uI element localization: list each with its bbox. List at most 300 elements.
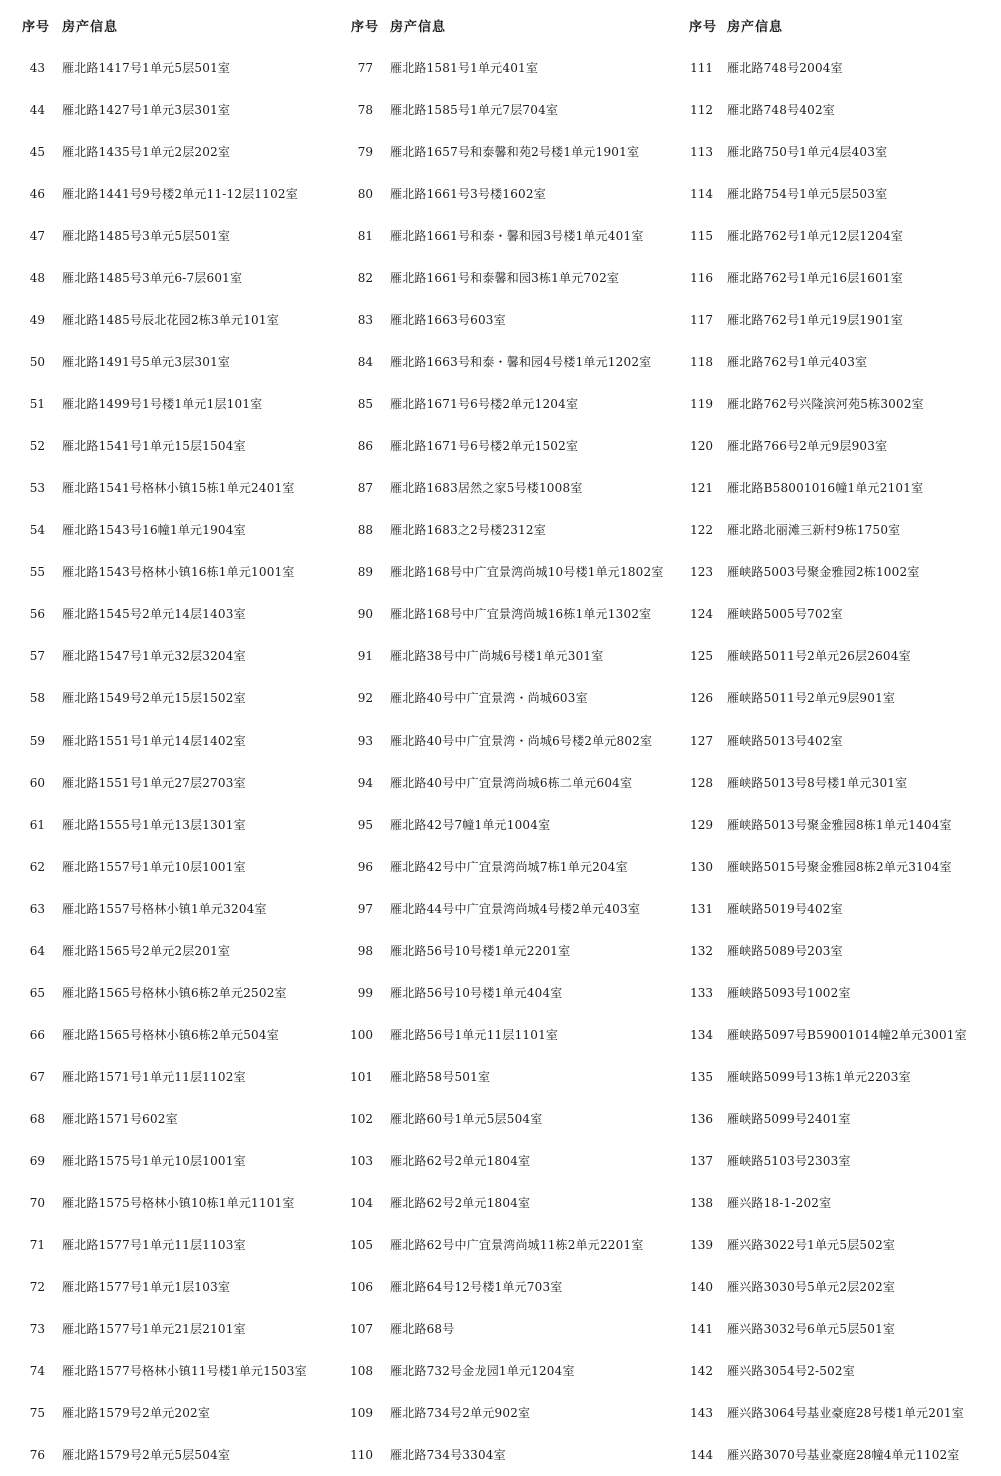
row-number: 52: [29, 439, 45, 454]
property-info: 雁北路40号中广宜景湾・尚城6号楼2单元802室: [390, 733, 653, 748]
row-number: 46: [29, 187, 45, 202]
table-body: [0, 47, 340, 1476]
row-number: 126: [690, 691, 713, 706]
row-number: 94: [357, 775, 373, 790]
property-info: 雁峡路5019号402室: [727, 901, 843, 916]
property-info: 雁北路1657号和泰馨和苑2号楼1单元1901室: [390, 145, 640, 160]
row-number: 65: [29, 985, 45, 1000]
table-row: [680, 383, 1001, 425]
table-row: [0, 341, 340, 383]
row-number: 128: [690, 775, 713, 790]
property-info: 雁峡路5089号203室: [727, 943, 843, 958]
property-info: 雁北路1577号格林小镇11号楼1单元1503室: [62, 1363, 307, 1378]
row-number: 119: [690, 397, 713, 412]
property-info: 雁北路1581号1单元401室: [390, 61, 539, 75]
table-row: [0, 1014, 340, 1056]
row-number: 93: [357, 733, 373, 748]
row-number: 115: [690, 229, 713, 244]
table-body: [340, 47, 680, 1476]
property-info: 雁北路1499号1号楼1单元1层101室: [62, 397, 263, 412]
property-info: 雁峡路5015号聚金雅园8栋2单元3104室: [727, 859, 952, 874]
row-number: 136: [690, 1111, 713, 1126]
table-row: [0, 804, 340, 846]
row-number: 71: [29, 1237, 45, 1252]
row-number: 130: [690, 859, 713, 874]
row-number: 64: [29, 943, 45, 958]
row-number: 75: [29, 1406, 45, 1420]
property-info: 雁兴路18-1-202室: [727, 1195, 832, 1210]
row-number: 78: [357, 103, 373, 118]
property-info: 雁北路168号中广宜景湾尚城16栋1单元1302室: [390, 607, 652, 622]
property-info: 雁北路1585号1单元7层704室: [390, 103, 559, 118]
property-info: 雁北路64号12号楼1单元703室: [390, 1279, 563, 1294]
row-number: 122: [690, 523, 713, 538]
table-row: [0, 1266, 340, 1308]
table-row: [340, 762, 680, 804]
row-number: 118: [690, 355, 713, 370]
row-number: 56: [29, 607, 45, 622]
table-row: [680, 1308, 1001, 1350]
property-info: 雁北路1577号1单元21层2101室: [62, 1321, 246, 1336]
row-number: 74: [29, 1363, 45, 1378]
row-number: 121: [690, 481, 713, 496]
table-row: [340, 551, 680, 593]
row-number: 108: [350, 1363, 373, 1378]
row-number: 66: [29, 1027, 45, 1042]
property-info: 雁北路762号1单元12层1204室: [727, 229, 903, 244]
table-row: [340, 1224, 680, 1266]
row-number: 114: [690, 187, 713, 202]
table-row: [340, 173, 680, 215]
row-number: 106: [350, 1279, 373, 1294]
table-row: [0, 846, 340, 888]
table-row: [0, 972, 340, 1014]
row-number: 132: [690, 943, 713, 958]
table-row: [340, 1308, 680, 1350]
table-row: [680, 47, 1001, 89]
property-info: 雁北路1661号和泰馨和园3栋1单元702室: [390, 271, 620, 286]
table-row: [340, 846, 680, 888]
table-row: [680, 804, 1001, 846]
property-info: 雁北路北丽滩三新村9栋1750室: [727, 523, 901, 538]
property-info: 雁北路1485号3单元5层501室: [62, 229, 231, 244]
table-row: [0, 257, 340, 299]
row-number: 97: [357, 901, 373, 916]
table-row: [680, 131, 1001, 173]
table-row: [680, 720, 1001, 762]
table-row: [340, 1056, 680, 1098]
table-row: [340, 593, 680, 635]
table-row: [0, 299, 340, 341]
row-number: 53: [29, 481, 45, 496]
property-info: 雁北路42号中广宜景湾尚城7栋1单元204室: [390, 859, 628, 874]
property-info: 雁北路734号3304室: [390, 1448, 506, 1463]
table-row: [680, 1182, 1001, 1224]
table-row: [340, 341, 680, 383]
table-row: [0, 1224, 340, 1266]
row-number: 140: [690, 1279, 713, 1294]
row-number: 129: [690, 817, 713, 832]
table-row: [0, 383, 340, 425]
row-number: 92: [357, 691, 373, 706]
property-info: 雁北路1547号1单元32层3204室: [62, 649, 246, 664]
row-number: 96: [357, 859, 373, 874]
property-info: 雁北路40号中广宜景湾・尚城603室: [390, 691, 588, 706]
row-number: 87: [357, 481, 373, 496]
table-row: [680, 509, 1001, 551]
row-number: 111: [690, 61, 713, 75]
property-info: 雁北路38号中广尚城6号楼1单元301室: [390, 649, 604, 664]
row-number: 50: [29, 355, 45, 370]
property-info: 雁北路1661号和泰・馨和园3号楼1单元401室: [390, 229, 644, 244]
property-info: 雁北路1575号格林小镇10栋1单元1101室: [62, 1195, 295, 1210]
table-row: [0, 509, 340, 551]
property-info: 雁北路1557号格林小镇1单元3204室: [62, 901, 267, 916]
table-row: [340, 257, 680, 299]
table-row: [0, 1434, 340, 1476]
table-header: [680, 16, 1001, 36]
property-info: 雁北路1485号辰北花园2栋3单元101室: [62, 313, 279, 328]
table-row: [0, 1350, 340, 1392]
property-info: 雁兴路3054号2-502室: [727, 1363, 855, 1378]
table-row: [0, 762, 340, 804]
property-info: 雁北路60号1单元5层504室: [390, 1111, 543, 1126]
table-row: [0, 1308, 340, 1350]
row-number: 81: [357, 229, 373, 244]
property-info: 雁北路58号501室: [390, 1069, 491, 1084]
row-number: 98: [357, 943, 373, 958]
property-info: 雁峡路5011号2单元26层2604室: [727, 649, 911, 664]
table-row: [0, 1392, 340, 1434]
property-info: 雁峡路5093号1002室: [727, 985, 851, 1000]
property-info: 雁北路1557号1单元10层1001室: [62, 859, 246, 874]
table-row: [680, 1224, 1001, 1266]
property-info: 雁北路762号1单元16层1601室: [727, 271, 903, 286]
property-info: 雁北路B58001016幢1单元2101室: [727, 481, 924, 496]
property-info: 雁北路1543号16幢1单元1904室: [62, 523, 246, 538]
row-number: 123: [690, 565, 713, 580]
table-row: [680, 1014, 1001, 1056]
row-number: 72: [29, 1279, 45, 1294]
property-info: 雁北路42号7幢1单元1004室: [390, 817, 551, 832]
table-row: [680, 888, 1001, 930]
table-row: [0, 47, 340, 89]
row-number: 125: [690, 649, 713, 664]
row-number: 116: [690, 271, 713, 286]
table-row: [340, 1266, 680, 1308]
row-number: 95: [357, 817, 373, 832]
row-number: 101: [350, 1069, 373, 1084]
table-row: [680, 972, 1001, 1014]
property-info: 雁北路750号1单元4层403室: [727, 145, 888, 160]
row-number: 112: [690, 103, 713, 118]
row-number: 79: [357, 145, 373, 160]
property-info: 雁北路1571号602室: [62, 1111, 178, 1126]
property-info: 雁北路1555号1单元13层1301室: [62, 817, 246, 832]
property-info: 雁北路1577号1单元1层103室: [62, 1279, 231, 1294]
property-info: 雁北路762号1单元19层1901室: [727, 313, 903, 328]
row-number: 142: [690, 1363, 713, 1378]
table-row: [340, 1140, 680, 1182]
row-number: 83: [357, 313, 373, 328]
row-number: 104: [350, 1195, 373, 1210]
row-number: 51: [29, 397, 45, 412]
property-info: 雁峡路5097号B59001014幢2单元3001室: [727, 1027, 967, 1042]
property-info: 雁峡路5011号2单元9层901室: [727, 691, 896, 706]
row-number: 68: [29, 1111, 45, 1126]
row-number: 99: [357, 985, 373, 1000]
table-row: [340, 804, 680, 846]
property-info: 雁北路762号1单元403室: [727, 355, 868, 370]
table-header: [340, 16, 680, 36]
row-number: 58: [29, 691, 45, 706]
property-info: 雁北路56号1单元11层1101室: [390, 1027, 559, 1042]
table-row: [0, 131, 340, 173]
property-info: 雁峡路5013号8号楼1单元301室: [727, 775, 908, 790]
table-row: [680, 173, 1001, 215]
row-number: 73: [29, 1321, 45, 1336]
property-info: 雁北路1579号2单元202室: [62, 1406, 211, 1420]
table-row: [680, 677, 1001, 719]
property-info: 雁北路44号中广宜景湾尚城4号楼2单元403室: [390, 901, 641, 916]
table-row: [0, 173, 340, 215]
property-info: 雁峡路5005号702室: [727, 607, 843, 622]
property-info: 雁北路1683居然之家5号楼1008室: [390, 481, 583, 496]
property-info: 雁兴路3032号6单元5层501室: [727, 1321, 896, 1336]
row-number: 100: [350, 1027, 373, 1042]
row-number: 70: [29, 1195, 45, 1210]
table-row: [340, 720, 680, 762]
row-number: 109: [350, 1406, 373, 1420]
row-number: 77: [357, 61, 373, 75]
row-number: 120: [690, 439, 713, 454]
table-row: [0, 551, 340, 593]
table-row: [340, 215, 680, 257]
row-number: 55: [29, 565, 45, 580]
table-row: [680, 551, 1001, 593]
table-header: [0, 16, 340, 36]
property-info: 雁北路1577号1单元11层1103室: [62, 1237, 246, 1252]
table-row: [680, 341, 1001, 383]
row-number: 131: [690, 901, 713, 916]
row-number: 138: [690, 1195, 713, 1210]
row-number: 44: [29, 103, 45, 118]
property-info: 雁北路62号2单元1804室: [390, 1153, 531, 1168]
row-number: 54: [29, 523, 45, 538]
property-info: 雁北路1663号603室: [390, 313, 506, 328]
row-number: 139: [690, 1237, 713, 1252]
table-row: [680, 257, 1001, 299]
table-row: [0, 593, 340, 635]
property-info: 雁北路1541号1单元15层1504室: [62, 439, 246, 454]
header-seq: 序号: [689, 20, 718, 35]
property-info: 雁北路1671号6号楼2单元1204室: [390, 397, 579, 412]
row-number: 62: [29, 859, 45, 874]
row-number: 49: [29, 313, 45, 328]
table-row: [340, 635, 680, 677]
property-info: 雁北路1541号格林小镇15栋1单元2401室: [62, 481, 295, 496]
table-row: [340, 509, 680, 551]
table-row: [680, 1266, 1001, 1308]
row-number: 91: [357, 649, 373, 664]
row-number: 88: [357, 523, 373, 538]
property-info: 雁兴路3070号基业豪庭28幢4单元1102室: [727, 1448, 960, 1463]
row-number: 117: [690, 313, 713, 328]
property-info: 雁北路1485号3单元6-7层601室: [62, 271, 243, 286]
property-info: 雁峡路5099号2401室: [727, 1111, 851, 1126]
table-row: [340, 1098, 680, 1140]
row-number: 110: [350, 1448, 373, 1463]
property-info: 雁北路1551号1单元14层1402室: [62, 733, 246, 748]
row-number: 59: [29, 733, 45, 748]
property-info: 雁北路40号中广宜景湾尚城6栋二单元604室: [390, 775, 633, 790]
row-number: 85: [357, 397, 373, 412]
table-row: [680, 1140, 1001, 1182]
property-info: 雁峡路5013号聚金雅园8栋1单元1404室: [727, 817, 952, 832]
table-row: [680, 1392, 1001, 1434]
property-info: 雁北路732号金龙园1单元1204室: [390, 1363, 575, 1378]
header-info: 房产信息: [390, 20, 447, 35]
table-row: [0, 720, 340, 762]
property-info: 雁北路1671号6号楼2单元1502室: [390, 439, 579, 454]
table-row: [0, 1098, 340, 1140]
row-number: 107: [350, 1321, 373, 1336]
property-info: 雁峡路5003号聚金雅园2栋1002室: [727, 565, 920, 580]
table-row: [340, 1350, 680, 1392]
property-info: 雁北路1575号1单元10层1001室: [62, 1153, 246, 1168]
table-row: [340, 383, 680, 425]
table-row: [0, 888, 340, 930]
row-number: 89: [357, 565, 373, 580]
row-number: 137: [690, 1153, 713, 1168]
header-info: 房产信息: [62, 20, 119, 35]
row-number: 141: [690, 1321, 713, 1336]
table-row: [340, 425, 680, 467]
row-number: 57: [29, 649, 45, 664]
header-seq: 序号: [351, 20, 380, 35]
table-row: [680, 593, 1001, 635]
row-number: 63: [29, 901, 45, 916]
table-row: [0, 930, 340, 972]
property-info: 雁北路762号兴隆滨河苑5栋3002室: [727, 397, 924, 412]
table-row: [0, 215, 340, 257]
table-row: [340, 131, 680, 173]
property-info: 雁北路748号2004室: [727, 61, 843, 75]
property-info: 雁北路1427号1单元3层301室: [62, 103, 231, 118]
row-number: 69: [29, 1153, 45, 1168]
property-info: 雁兴路3022号1单元5层502室: [727, 1237, 896, 1252]
table-row: [340, 972, 680, 1014]
property-info: 雁北路766号2单元9层903室: [727, 439, 888, 454]
property-info: 雁北路62号中广宜景湾尚城11栋2单元2201室: [390, 1237, 644, 1252]
table-row: [340, 888, 680, 930]
property-info: 雁北路1565号格林小镇6栋2单元504室: [62, 1027, 279, 1042]
table-row: [0, 467, 340, 509]
row-number: 105: [350, 1237, 373, 1252]
table-row: [340, 1182, 680, 1224]
property-info: 雁北路1683之2号楼2312室: [390, 523, 546, 538]
row-number: 127: [690, 733, 713, 748]
table-row: [680, 299, 1001, 341]
row-number: 47: [29, 229, 45, 244]
property-info: 雁北路1579号2单元5层504室: [62, 1448, 231, 1463]
table-row: [340, 930, 680, 972]
property-info: 雁峡路5103号2303室: [727, 1153, 851, 1168]
property-info: 雁北路62号2单元1804室: [390, 1195, 531, 1210]
header-seq: 序号: [22, 20, 51, 35]
property-info: 雁峡路5099号13栋1单元2203室: [727, 1069, 911, 1084]
row-number: 133: [690, 985, 713, 1000]
row-number: 143: [690, 1406, 713, 1420]
table-row: [680, 846, 1001, 888]
property-info: 雁北路1543号格林小镇16栋1单元1001室: [62, 565, 295, 580]
row-number: 45: [29, 145, 45, 160]
table-row: [680, 215, 1001, 257]
property-info: 雁北路168号中广宜景湾尚城10号楼1单元1802室: [390, 565, 664, 580]
property-info: 雁北路1545号2单元14层1403室: [62, 607, 246, 622]
property-info: 雁北路1565号格林小镇6栋2单元2502室: [62, 985, 287, 1000]
row-number: 82: [357, 271, 373, 286]
table-row: [0, 89, 340, 131]
property-info: 雁兴路3064号基业豪庭28号楼1单元201室: [727, 1406, 964, 1420]
row-number: 135: [690, 1069, 713, 1084]
table-row: [680, 1350, 1001, 1392]
row-number: 43: [29, 61, 45, 75]
property-info: 雁北路1661号3号楼1602室: [390, 187, 546, 202]
property-info: 雁北路1565号2单元2层201室: [62, 943, 231, 958]
row-number: 60: [29, 775, 45, 790]
table-row: [340, 89, 680, 131]
row-number: 134: [690, 1027, 713, 1042]
table-row: [0, 635, 340, 677]
row-number: 86: [357, 439, 373, 454]
row-number: 84: [357, 355, 373, 370]
table-row: [680, 930, 1001, 972]
property-info: 雁北路1663号和泰・馨和园4号楼1单元1202室: [390, 355, 652, 370]
row-number: 124: [690, 607, 713, 622]
row-number: 48: [29, 271, 45, 286]
table-row: [340, 467, 680, 509]
table-row: [0, 1140, 340, 1182]
table-row: [340, 1014, 680, 1056]
table-row: [340, 299, 680, 341]
row-number: 76: [29, 1448, 45, 1463]
table-row: [0, 425, 340, 467]
table-row: [340, 1434, 680, 1476]
table-body: [680, 47, 1001, 1476]
property-info: 雁北路734号2单元902室: [390, 1406, 531, 1420]
property-info: 雁北路68号: [390, 1321, 455, 1336]
row-number: 102: [350, 1111, 373, 1126]
property-info: 雁北路1571号1单元11层1102室: [62, 1069, 246, 1084]
row-number: 144: [690, 1448, 713, 1463]
row-number: 103: [350, 1153, 373, 1168]
table-row: [0, 1182, 340, 1224]
table-row: [680, 89, 1001, 131]
row-number: 61: [29, 817, 45, 832]
property-info: 雁北路1435号1单元2层202室: [62, 145, 231, 160]
table-row: [680, 1434, 1001, 1476]
table-row: [340, 677, 680, 719]
table-row: [0, 677, 340, 719]
table-row: [680, 1056, 1001, 1098]
property-info: 雁北路1551号1单元27层2703室: [62, 775, 246, 790]
property-info: 雁北路748号402室: [727, 103, 836, 118]
table-row: [340, 1392, 680, 1434]
row-number: 67: [29, 1069, 45, 1084]
property-info: 雁北路56号10号楼1单元404室: [390, 985, 563, 1000]
table-row: [340, 47, 680, 89]
